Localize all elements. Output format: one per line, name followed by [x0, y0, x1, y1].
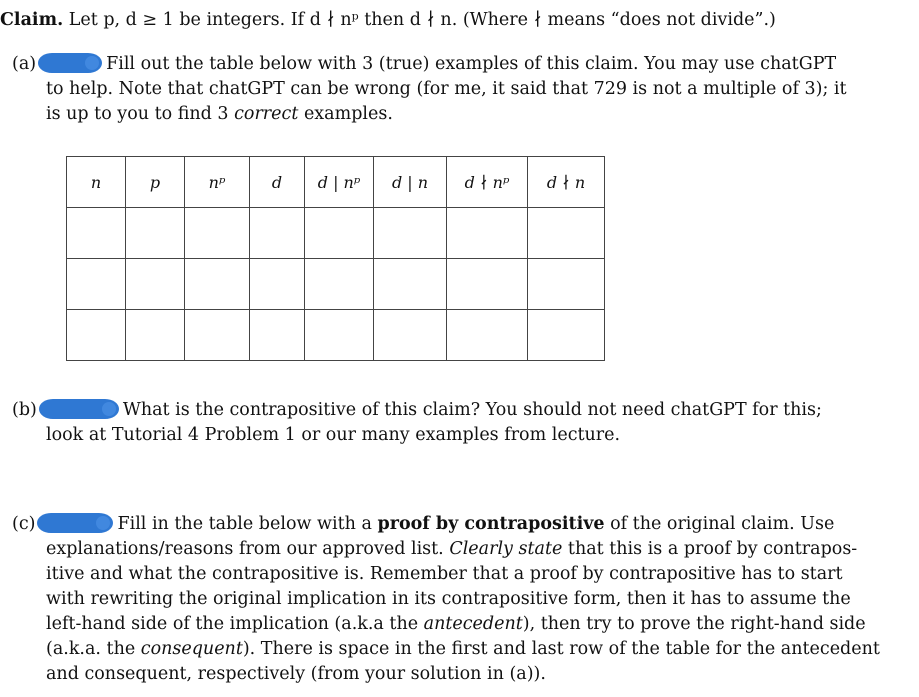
part-a-line-1 — [12, 52, 836, 76]
part-b-line-2: look at Tutorial 4 Problem 1 or our many examples from lecture. — [46, 425, 621, 445]
part-c-line-7: and consequent, respectively (from your solution in (a)). — [46, 664, 546, 684]
part-b-marker: (b) — [12, 400, 37, 420]
table-cell[interactable] — [250, 310, 305, 361]
part-c-line-6 — [46, 637, 880, 661]
table-cell[interactable] — [447, 259, 528, 310]
table-cell[interactable] — [305, 259, 374, 310]
table-cell[interactable] — [250, 208, 305, 259]
part-c-text-1a: Fill in the table below with a — [117, 514, 378, 534]
table-cell[interactable] — [528, 310, 605, 361]
table-cell[interactable] — [67, 208, 126, 259]
part-c-line-4: with rewriting the original implication in its contrapositive form, then it has to assume the — [46, 589, 851, 609]
table-cell[interactable] — [528, 208, 605, 259]
part-b-line-1 — [12, 398, 822, 422]
table-cell[interactable] — [447, 208, 528, 259]
header-d-not-divides-np: d ∤ nᵖ — [447, 157, 528, 208]
part-c-line-1 — [12, 512, 834, 536]
part-c-line-2 — [46, 537, 857, 561]
table-cell[interactable] — [374, 310, 447, 361]
table-cell[interactable] — [185, 310, 250, 361]
header-d-divides-np: d | nᵖ — [305, 157, 374, 208]
header-n: n — [67, 157, 126, 208]
table-row — [67, 310, 605, 361]
part-a-line-2: to help. Note that chatGPT can be wrong (for me, it said that 729 is not a multiple of 3); it — [46, 79, 847, 99]
part-a-marker: (a) — [12, 54, 37, 74]
part-c-line-3: itive and what the contrapositive is. Remember that a proof by contrapositive has to start — [46, 564, 843, 584]
table-cell[interactable] — [447, 310, 528, 361]
part-a-text-3a: is up to you to find 3 — [46, 104, 235, 124]
part-c-emphasis-6: consequent — [140, 639, 243, 659]
table-cell[interactable] — [126, 259, 185, 310]
claim-line — [0, 8, 776, 32]
part-b-text-1: What is the contrapositive of this claim? You should not need chatGPT for this; — [122, 400, 822, 420]
table-cell[interactable] — [305, 208, 374, 259]
examples-table — [66, 156, 605, 361]
table-cell[interactable] — [67, 310, 126, 361]
claim-label: Claim. — [0, 10, 64, 30]
table-cell[interactable] — [67, 259, 126, 310]
part-c-line-5 — [46, 612, 866, 636]
table-cell[interactable] — [305, 310, 374, 361]
part-a-line-3 — [46, 102, 393, 126]
header-d-not-divides-n: d ∤ n — [528, 157, 605, 208]
table-row — [67, 259, 605, 310]
part-a-emphasis: correct — [234, 104, 299, 124]
header-p: p — [126, 157, 185, 208]
redaction-mark — [38, 53, 102, 73]
part-c-text-1b: of the original claim. Use — [604, 514, 835, 534]
part-c-text-2a: explanations/reasons from our approved list. — [46, 539, 450, 559]
redaction-mark — [39, 399, 119, 419]
table-cell[interactable] — [126, 208, 185, 259]
table-cell[interactable] — [374, 259, 447, 310]
header-n-pow-p: nᵖ — [185, 157, 250, 208]
part-c-text-5a: left-hand side of the implication (a.k.a the — [46, 614, 424, 634]
part-c-text-6a: (a.k.a. the — [46, 639, 141, 659]
table-header-row — [67, 157, 605, 208]
claim-text: Let p, d ≥ 1 be integers. If d ∤ nᵖ then d ∤ n. (Where ∤ means “does not divide”.) — [63, 10, 776, 30]
redaction-mark — [37, 513, 113, 533]
part-c-bold: proof by contrapositive — [377, 514, 605, 534]
part-c-emphasis-5: antecedent — [423, 614, 523, 634]
part-c-emphasis-2: Clearly state — [449, 539, 563, 559]
part-c-text-5b: ), then try to prove the right-hand side — [522, 614, 866, 634]
header-d-divides-n: d | n — [374, 157, 447, 208]
table-cell[interactable] — [374, 208, 447, 259]
part-c-marker: (c) — [12, 514, 36, 534]
table-cell[interactable] — [185, 259, 250, 310]
table-cell[interactable] — [185, 208, 250, 259]
table-cell[interactable] — [126, 310, 185, 361]
part-c-text-2b: that this is a proof by contrapos- — [562, 539, 858, 559]
part-a-text-1: Fill out the table below with 3 (true) examples of this claim. You may use chatGPT — [106, 54, 837, 74]
table-cell[interactable] — [528, 259, 605, 310]
table-cell[interactable] — [250, 259, 305, 310]
part-c-text-6b: ). There is space in the first and last row of the table for the antecedent — [242, 639, 880, 659]
header-d: d — [250, 157, 305, 208]
part-a-text-3b: examples. — [298, 104, 393, 124]
table-row — [67, 208, 605, 259]
